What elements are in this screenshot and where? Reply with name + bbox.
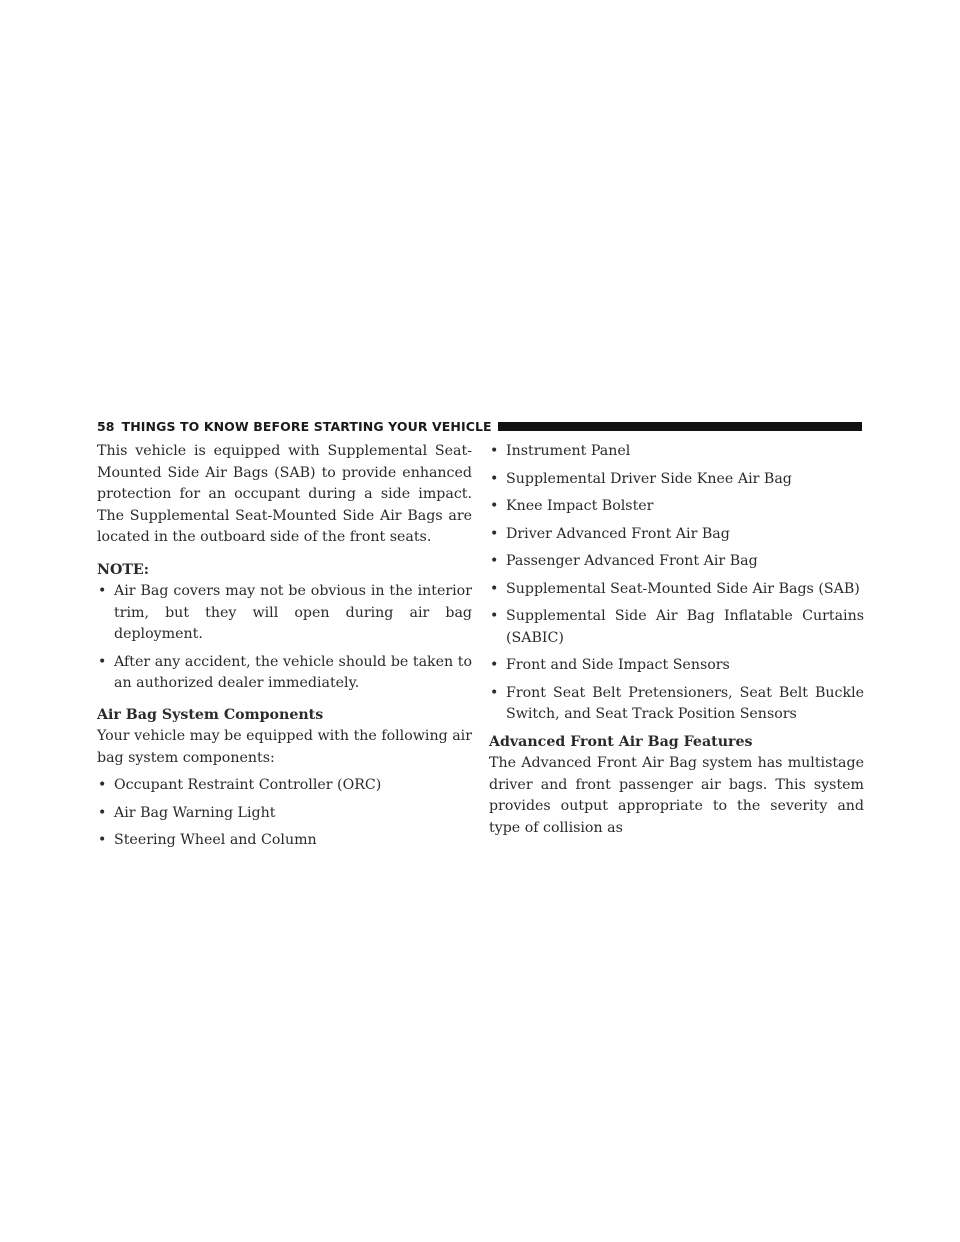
components-heading: Air Bag System Components bbox=[97, 706, 324, 723]
list-item: • Front and Side Impact Sensors bbox=[489, 655, 864, 677]
list-item: • Supplemental Driver Side Knee Air Bag bbox=[489, 469, 864, 491]
right-column bbox=[489, 441, 864, 839]
bullet-icon: • bbox=[98, 777, 107, 793]
components-list-left bbox=[97, 775, 472, 852]
list-item: • Front Seat Belt Pretensioners, Seat Belt Buckle Switch, and Seat Track Position Sensors bbox=[490, 684, 864, 722]
header-rule bbox=[498, 422, 862, 431]
bullet-icon: • bbox=[490, 470, 499, 487]
list-item: • Driver Advanced Front Air Bag bbox=[489, 524, 864, 546]
list-item: • Occupant Restraint Controller (ORC) bbox=[97, 775, 472, 797]
features-paragraph: The Advanced Front Air Bag system has multistage driver and front passenger air bags. This system provides output appropriate to the severity and type of collision as bbox=[489, 755, 864, 836]
list-item: • Instrument Panel bbox=[489, 441, 864, 463]
bullet-icon: • bbox=[490, 553, 499, 569]
bullet-icon: • bbox=[98, 583, 107, 599]
bullet-icon: • bbox=[490, 684, 499, 701]
note-label: NOTE: bbox=[97, 561, 149, 578]
components-intro: Your vehicle may be equipped with the following air bag system components: bbox=[97, 728, 472, 766]
bullet-icon: • bbox=[490, 657, 499, 673]
bullet-icon: • bbox=[490, 525, 499, 542]
note-list bbox=[97, 581, 472, 695]
list-item: • Supplemental Seat-Mounted Side Air Bags (SAB) bbox=[489, 579, 864, 601]
bullet-icon: • bbox=[98, 832, 107, 848]
list-item: • Steering Wheel and Column bbox=[97, 830, 472, 852]
page-number: 58 bbox=[97, 418, 115, 434]
list-item: • Passenger Advanced Front Air Bag bbox=[489, 551, 864, 573]
bullet-icon: • bbox=[490, 580, 499, 597]
list-item: • After any accident, the vehicle should be taken to an authorized dealer immediately. bbox=[98, 653, 472, 691]
list-item: • Air Bag Warning Light bbox=[97, 803, 472, 825]
bullet-icon: • bbox=[490, 498, 499, 514]
list-item: • Air Bag covers may not be obvious in the interior trim, but they will open during air bag deployment. bbox=[98, 583, 472, 642]
intro-paragraph: This vehicle is equipped with Supplemental Seat-Mounted Side Air Bags (SAB) to provide enhanced protection for an occupant during a side impact. The Supplemental Seat-Mounted Side Air Bags are located in the outboard side of the front seats. bbox=[97, 443, 472, 545]
page-header bbox=[97, 417, 862, 435]
left-column bbox=[97, 441, 472, 858]
list-item: • Knee Impact Bolster bbox=[489, 496, 864, 518]
bullet-icon: • bbox=[490, 608, 499, 624]
bullet-icon: • bbox=[98, 653, 107, 670]
list-item: • Supplemental Side Air Bag Inflatable Curtains (SABIC) bbox=[490, 608, 864, 646]
section-title: THINGS TO KNOW BEFORE STARTING YOUR VEHICLE bbox=[121, 418, 492, 434]
components-list-right bbox=[489, 441, 864, 726]
bullet-icon: • bbox=[98, 804, 107, 821]
bullet-icon: • bbox=[490, 443, 499, 459]
features-heading: Advanced Front Air Bag Features bbox=[489, 733, 753, 750]
